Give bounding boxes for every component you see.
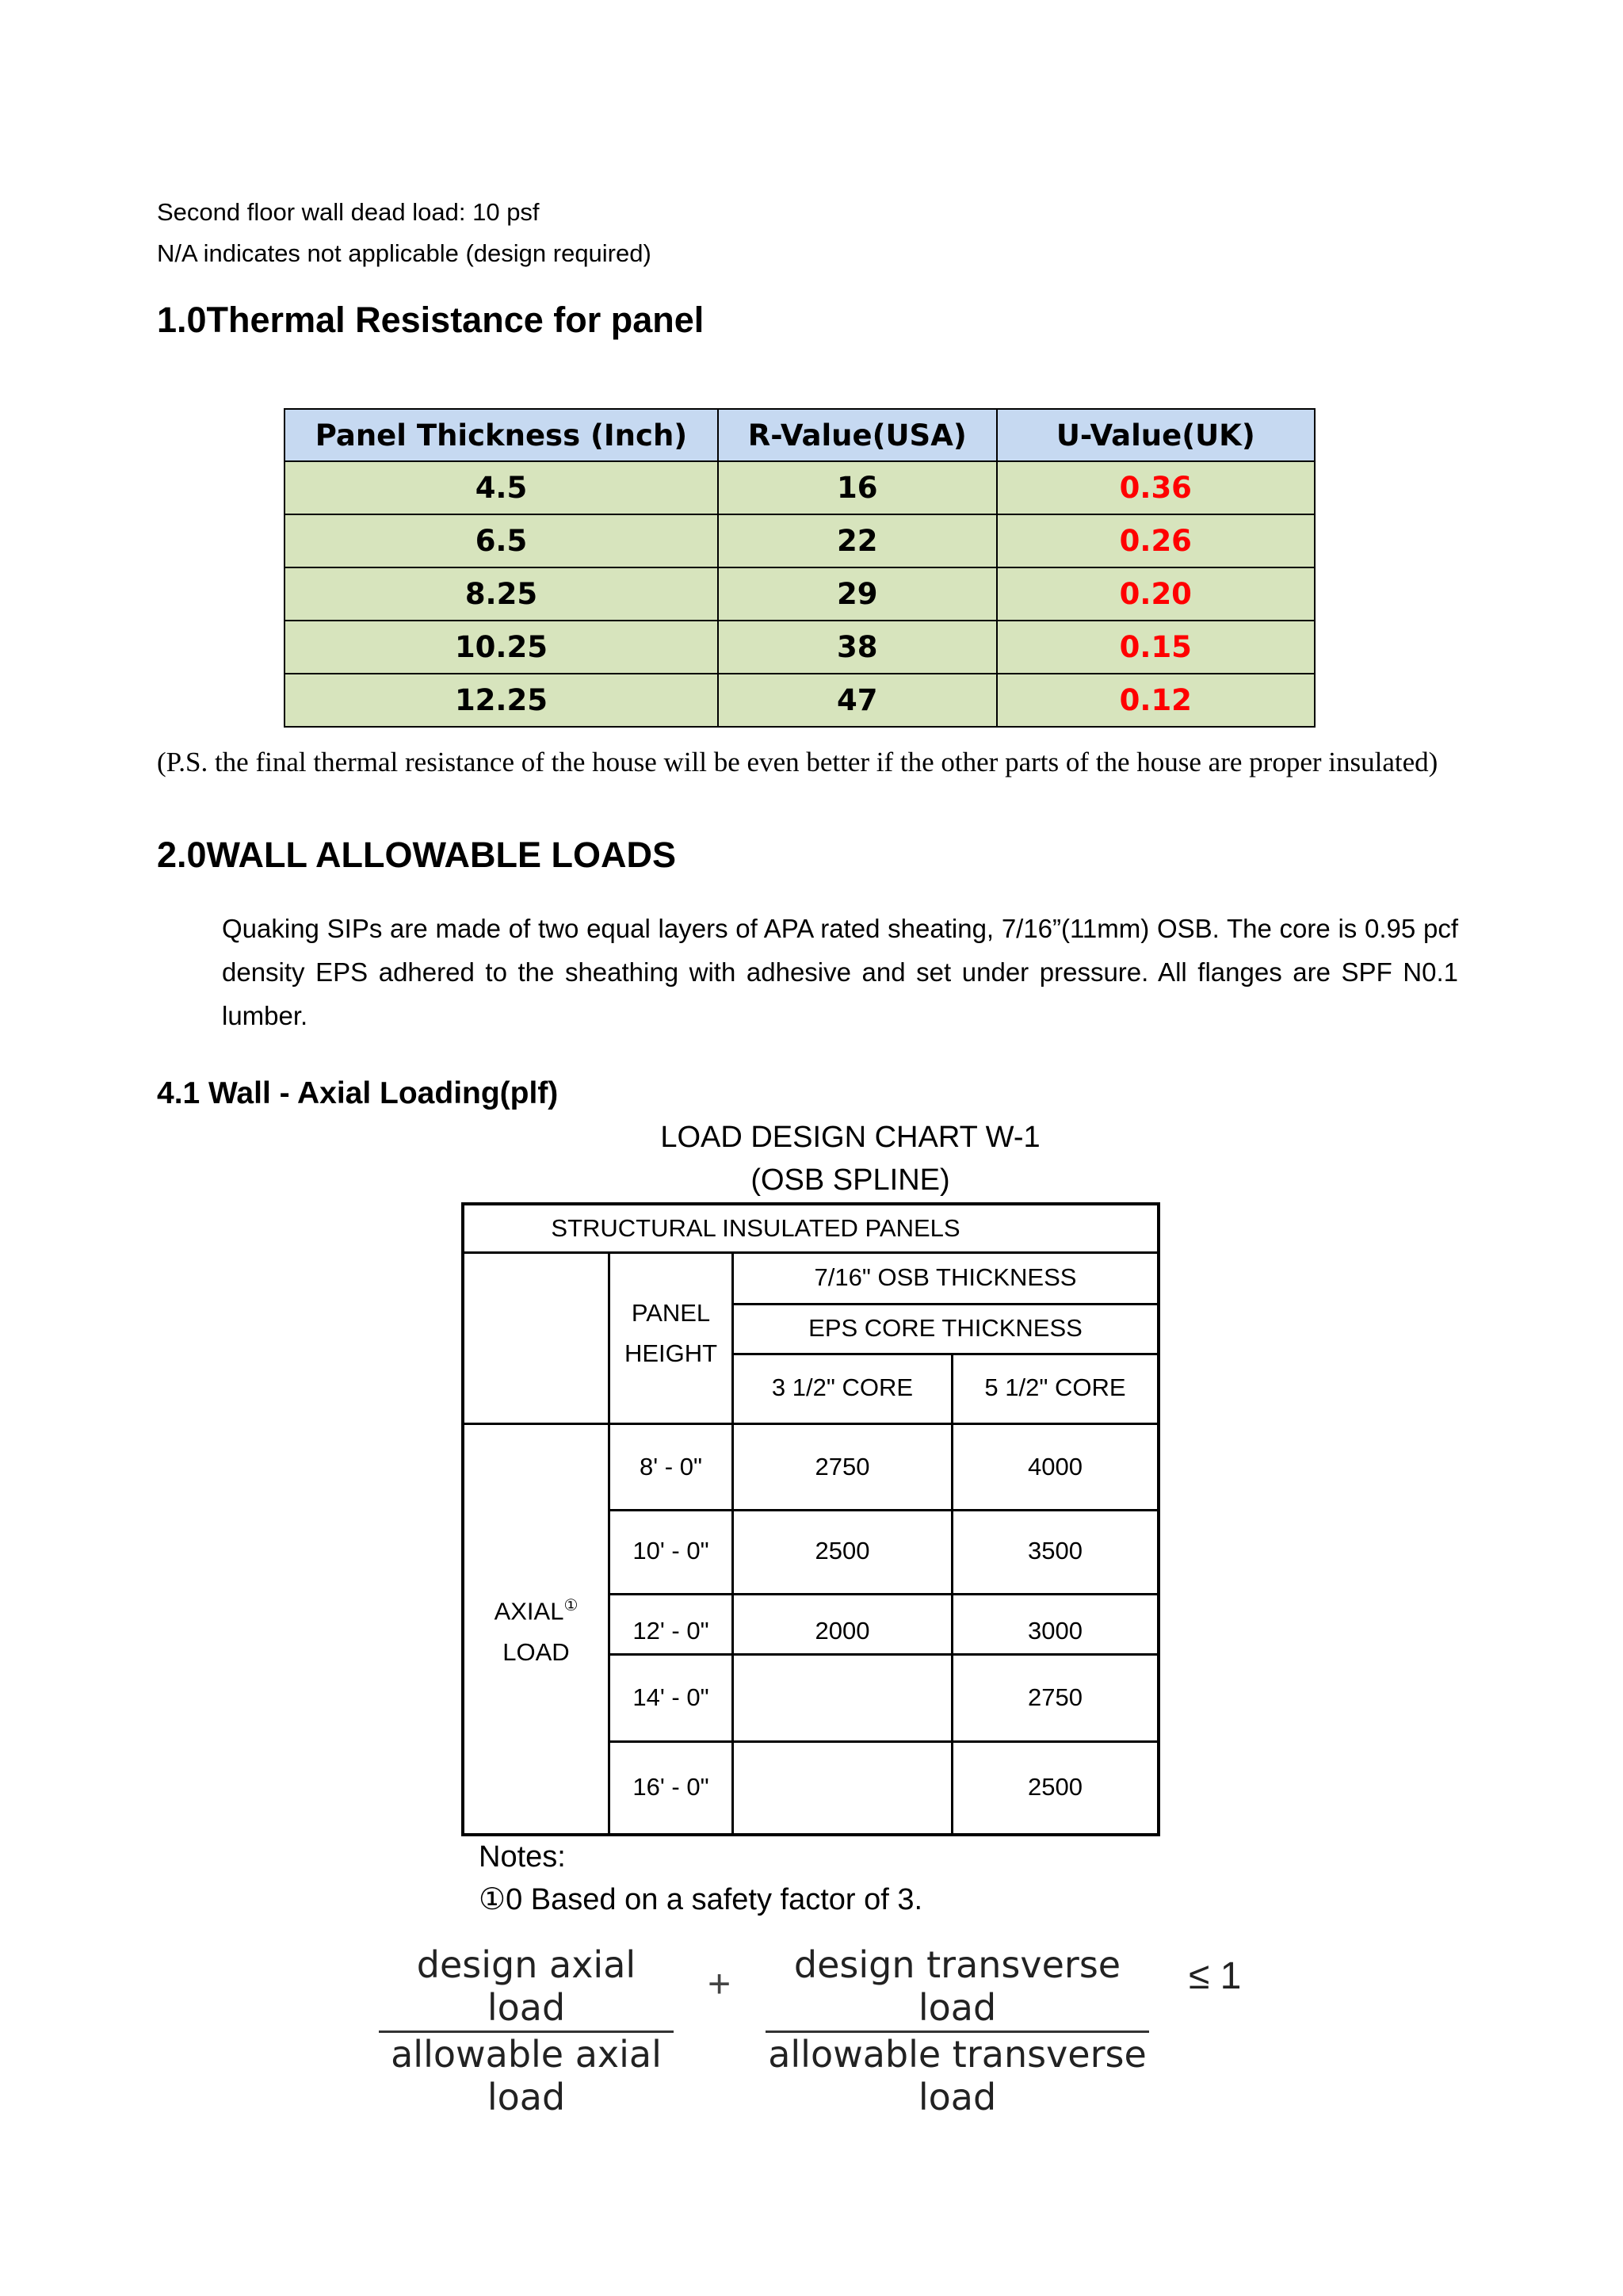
load-cell: 2500: [1028, 1773, 1083, 1801]
core-b-header: 5 1/2" CORE: [984, 1373, 1126, 1401]
axial-load-label: LOAD: [502, 1638, 570, 1666]
height-cell: 14' - 0": [632, 1683, 709, 1711]
load-cell: 2500: [815, 1537, 870, 1564]
table-row: [285, 567, 1315, 621]
grid-line: [608, 1653, 1157, 1656]
height-cell: 10' - 0": [632, 1537, 709, 1564]
fraction-denominator: allowable axial load: [391, 2033, 662, 2118]
rvalue-cell: 47: [718, 674, 997, 727]
uvalue-cell: 0.15: [997, 621, 1315, 674]
section-title-thermal: 1.0Thermal Resistance for panel: [157, 300, 705, 340]
table-row: [285, 621, 1315, 674]
core-a-header: 3 1/2" CORE: [771, 1373, 914, 1401]
uvalue-cell: 0.20: [997, 567, 1315, 621]
section-title-wall-loads: 2.0WALL ALLOWABLE LOADS: [157, 835, 677, 875]
table-row: [285, 461, 1315, 514]
uvalue-cell: 0.36: [997, 461, 1315, 514]
fraction-numerator: design transverse load: [766, 1943, 1149, 2033]
osb-thickness-header: 7/16" OSB THICKNESS: [814, 1263, 1077, 1291]
chart-header-main: STRUCTURAL INSULATED PANELS: [551, 1214, 960, 1242]
fraction-transverse: [766, 1943, 1149, 2118]
col-header-thickness: Panel Thickness (Inch): [285, 409, 718, 461]
rvalue-cell: 16: [718, 461, 997, 514]
fraction-numerator: design axial load: [379, 1943, 674, 2033]
grid-line: [731, 1303, 1157, 1305]
subsection-title-axial: 4.1 Wall - Axial Loading(plf): [157, 1076, 559, 1110]
height-cell: 12' - 0": [632, 1617, 709, 1645]
col-header-rvalue: R-Value(USA): [718, 409, 997, 461]
panel-height-label: HEIGHT: [624, 1339, 718, 1367]
plus-sign: +: [708, 1962, 731, 2006]
load-cell: 3000: [1028, 1617, 1083, 1645]
fraction-axial: [379, 1943, 674, 2118]
load-cell: 2750: [815, 1453, 870, 1480]
table-row: [285, 514, 1315, 567]
load-cell: 2000: [815, 1617, 870, 1645]
dead-load-line: Second floor wall dead load: 10 psf: [157, 198, 540, 226]
ps-note: (P.S. the final thermal resistance of the house will be even better if the other parts of the house are proper insulated): [157, 747, 1438, 777]
load-cell: 2750: [1028, 1683, 1083, 1711]
thickness-cell: 6.5: [285, 514, 718, 567]
thermal-table: [284, 408, 1316, 728]
note-item: ①0 Based on a safety factor of 3.: [479, 1883, 923, 1916]
eps-core-header: EPS CORE THICKNESS: [808, 1314, 1083, 1342]
fraction-denominator: allowable transverse load: [768, 2033, 1147, 2118]
thickness-cell: 4.5: [285, 461, 718, 514]
footnote-marker: ①: [563, 1597, 579, 1614]
uvalue-cell: 0.26: [997, 514, 1315, 567]
chart-subtitle: (OSB SPLINE): [750, 1163, 950, 1197]
chart-title: LOAD DESIGN CHART W-1: [660, 1121, 1041, 1154]
less-equal-one: ≤ 1: [1189, 1955, 1242, 1997]
panel-height-label: PANEL: [631, 1299, 711, 1327]
grid-line: [464, 1251, 1157, 1254]
thickness-cell: 8.25: [285, 567, 718, 621]
axial-load-label: AXIAL①: [494, 1597, 579, 1626]
notes-title: Notes:: [479, 1840, 566, 1874]
intro-paragraph: Quaking SIPs are made of two equal layers of APA rated sheating, 7/16”(11mm) OSB. The core is 0.95 pcf density EPS adhered to the sheathing with adhesive and set under pressure. All flanges are SPF N0.1 lumber.: [222, 914, 1458, 1030]
table-row: [285, 674, 1315, 727]
rvalue-cell: 22: [718, 514, 997, 567]
grid-line: [464, 1423, 1157, 1425]
height-cell: 16' - 0": [632, 1773, 709, 1801]
load-cell: 4000: [1028, 1453, 1083, 1480]
grid-line: [608, 1740, 1157, 1743]
load-cell: 3500: [1028, 1537, 1083, 1564]
thickness-cell: 10.25: [285, 621, 718, 674]
uvalue-cell: 0.12: [997, 674, 1315, 727]
grid-line: [608, 1509, 1157, 1511]
thermal-header-row: [285, 409, 1315, 461]
thickness-cell: 12.25: [285, 674, 718, 727]
height-cell: 8' - 0": [640, 1453, 702, 1480]
load-design-chart: [461, 1202, 1160, 1836]
na-note-line: N/A indicates not applicable (design required): [157, 239, 651, 267]
grid-line: [608, 1593, 1157, 1595]
col-header-uvalue: U-Value(UK): [997, 409, 1315, 461]
rvalue-cell: 38: [718, 621, 997, 674]
rvalue-cell: 29: [718, 567, 997, 621]
grid-line: [731, 1353, 1157, 1355]
